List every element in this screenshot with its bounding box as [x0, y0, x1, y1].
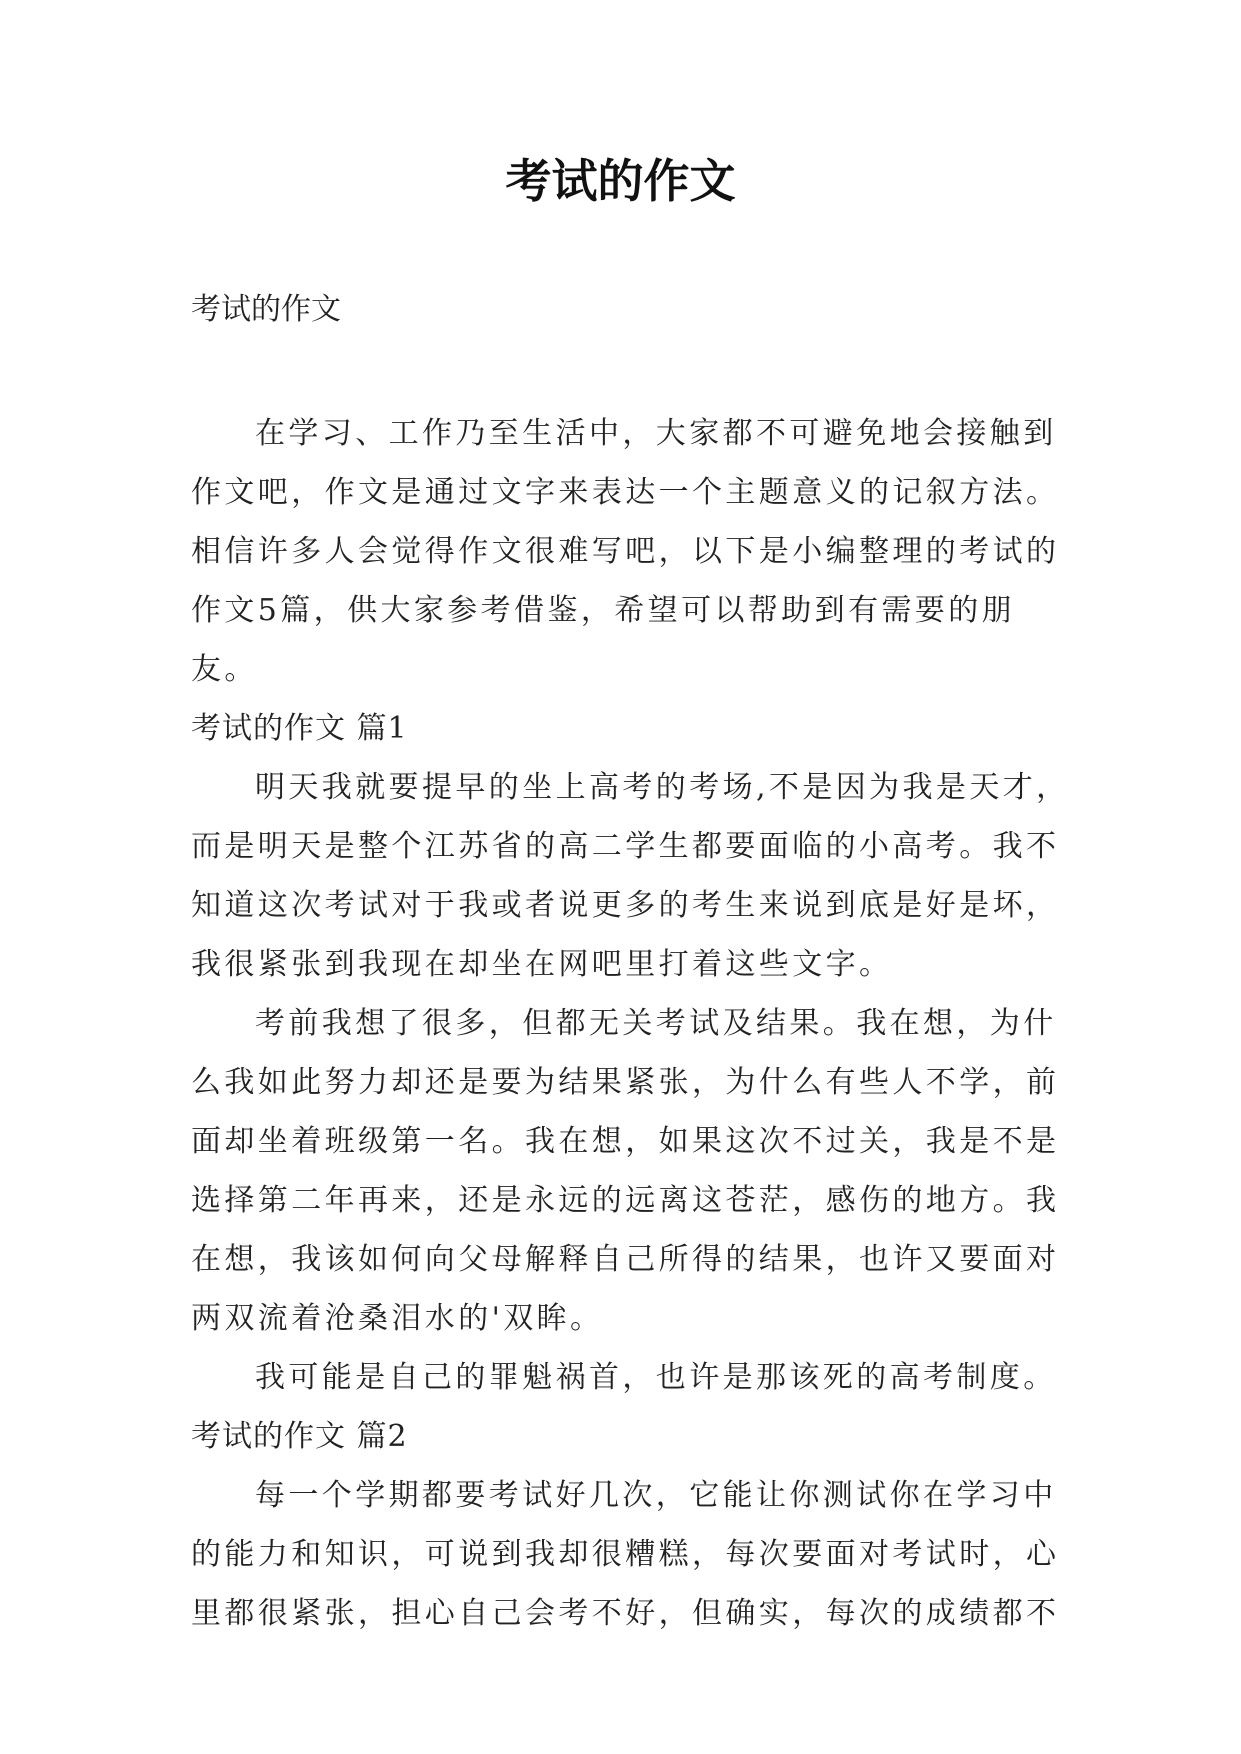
essay-2-heading: 考试的作文 篇2: [191, 1419, 408, 1454]
essay-2-paragraph-1: 每一个学期都要考试好几次，它能让你测试你在学习中的能力和知识，可说到我却很糟糕，每次要面对考试时，心里都很紧张，担心自己会考不好，但确实，每次的成绩都不: [191, 1478, 1060, 1631]
document-body: [191, 404, 1071, 1643]
document-subtitle: 考试的作文: [191, 292, 341, 327]
essay-1-heading: 考试的作文 篇1: [191, 711, 408, 746]
intro-paragraph: 在学习、工作乃至生活中，大家都不可避免地会接触到作文吧，作文是通过文字来表达一个主题意义的记叙方法。相信许多人会觉得作文很难写吧，以下是小编整理的考试的作文5篇，供大家参考借鉴，希望可以帮助到有需要的朋友。: [191, 416, 1060, 687]
essay-1-paragraph-3: 我可能是自己的罪魁祸首，也许是那该死的高考制度。: [255, 1360, 1057, 1395]
page-title: 考试的作文: [505, 154, 736, 208]
essay-1-paragraph-2: 考前我想了很多，但都无关考试及结果。我在想，为什么我如此努力却还是要为结果紧张，为什么有些人不学，前面却坐着班级第一名。我在想，如果这次不过关，我是不是选择第二年再来，还是永远的远离这苍茫，感伤的地方。我在想，我该如何向父母解释自己所得的结果，也许又要面对两双流着沧桑泪水的'双眸。: [191, 1006, 1060, 1336]
essay-1-paragraph-1: 明天我就要提早的坐上高考的考场,不是因为我是天才，而是明天是整个江苏省的高二学生都要面临的小高考。我不知道这次考试对于我或者说更多的考生来说到底是好是坏，我很紧张到我现在却坐在网吧里打着这些文字。: [191, 770, 1070, 982]
